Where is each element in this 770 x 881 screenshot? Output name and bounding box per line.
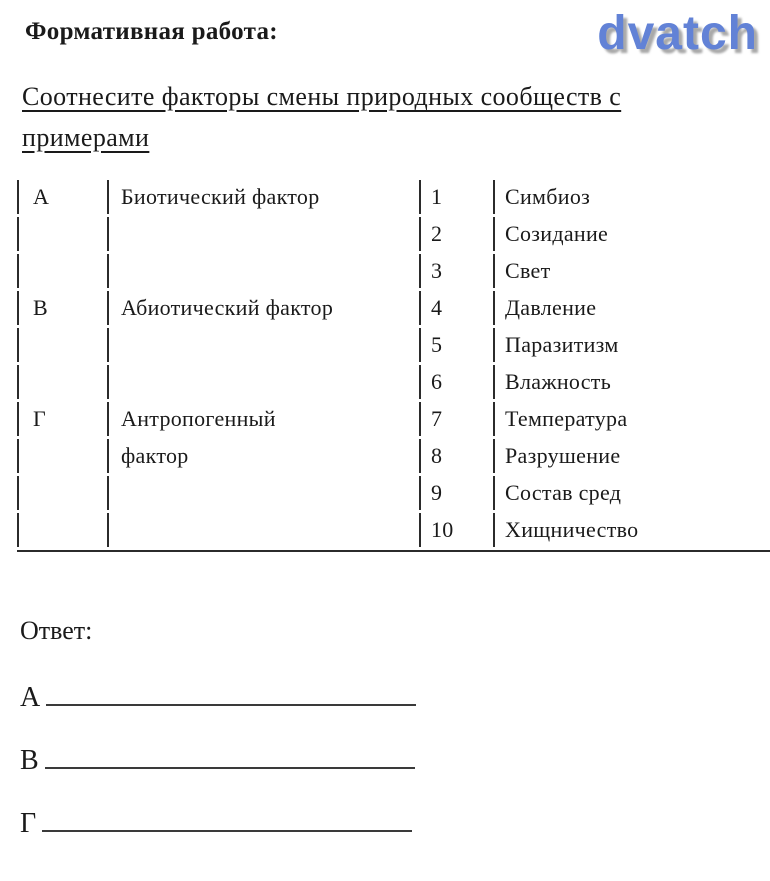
task-instruction-line2: примерами	[22, 123, 150, 152]
cell-letter	[17, 476, 107, 510]
page-title: Формативная работа:	[25, 18, 278, 45]
answer-row-b	[20, 743, 415, 777]
cell-number: 1	[419, 180, 493, 214]
answer-letter-a: А	[20, 682, 41, 713]
cell-letter: В	[17, 291, 107, 325]
cell-factor	[107, 254, 419, 288]
cell-factor	[107, 217, 419, 251]
answer-row-a	[20, 680, 416, 714]
cell-letter	[17, 439, 107, 473]
cell-number: 3	[419, 254, 493, 288]
answer-blank-c	[42, 806, 412, 832]
cell-factor	[107, 328, 419, 362]
table-row	[17, 217, 770, 251]
cell-letter	[17, 513, 107, 547]
table-row	[17, 328, 770, 362]
cell-number: 4	[419, 291, 493, 325]
task-instruction	[22, 76, 621, 158]
table-row	[17, 513, 770, 547]
cell-example: Влажность	[493, 365, 770, 399]
answer-blank-a	[46, 680, 416, 706]
cell-example: Температура	[493, 402, 770, 436]
cell-example: Симбиоз	[493, 180, 770, 214]
table-row	[17, 365, 770, 399]
cell-number: 6	[419, 365, 493, 399]
answer-row-c	[20, 806, 412, 840]
answer-letter-b: В	[20, 745, 39, 776]
cell-letter	[17, 365, 107, 399]
cell-letter: Г	[17, 402, 107, 436]
cell-example: Хищничество	[493, 513, 770, 547]
cell-example: Паразитизм	[493, 328, 770, 362]
answer-letter-c: Г	[20, 808, 37, 839]
cell-number: 10	[419, 513, 493, 547]
matching-table	[17, 177, 770, 552]
cell-number: 7	[419, 402, 493, 436]
table-row	[17, 439, 770, 473]
cell-factor: Биотический фактор	[107, 180, 419, 214]
cell-factor	[107, 476, 419, 510]
cell-number: 8	[419, 439, 493, 473]
table-row	[17, 291, 770, 325]
cell-example: Давление	[493, 291, 770, 325]
answer-label: Ответ:	[20, 616, 93, 645]
cell-factor: фактор	[107, 439, 419, 473]
cell-number: 9	[419, 476, 493, 510]
cell-factor	[107, 513, 419, 547]
answer-blank-b	[45, 743, 415, 769]
cell-factor	[107, 365, 419, 399]
cell-factor: Абиотический фактор	[107, 291, 419, 325]
table-row	[17, 254, 770, 288]
cell-number: 5	[419, 328, 493, 362]
watermark-logo: dvatch	[597, 7, 758, 60]
cell-example: Созидание	[493, 217, 770, 251]
table-row	[17, 180, 770, 214]
cell-example: Разрушение	[493, 439, 770, 473]
cell-example: Свет	[493, 254, 770, 288]
task-instruction-line1: Соотнесите факторы смены природных сообществ с	[22, 82, 622, 111]
cell-number: 2	[419, 217, 493, 251]
cell-letter	[17, 254, 107, 288]
table-row	[17, 402, 770, 436]
cell-factor: Антропогенный	[107, 402, 419, 436]
cell-letter: А	[17, 180, 107, 214]
cell-example: Состав сред	[493, 476, 770, 510]
table-row	[17, 476, 770, 510]
cell-letter	[17, 328, 107, 362]
cell-letter	[17, 217, 107, 251]
